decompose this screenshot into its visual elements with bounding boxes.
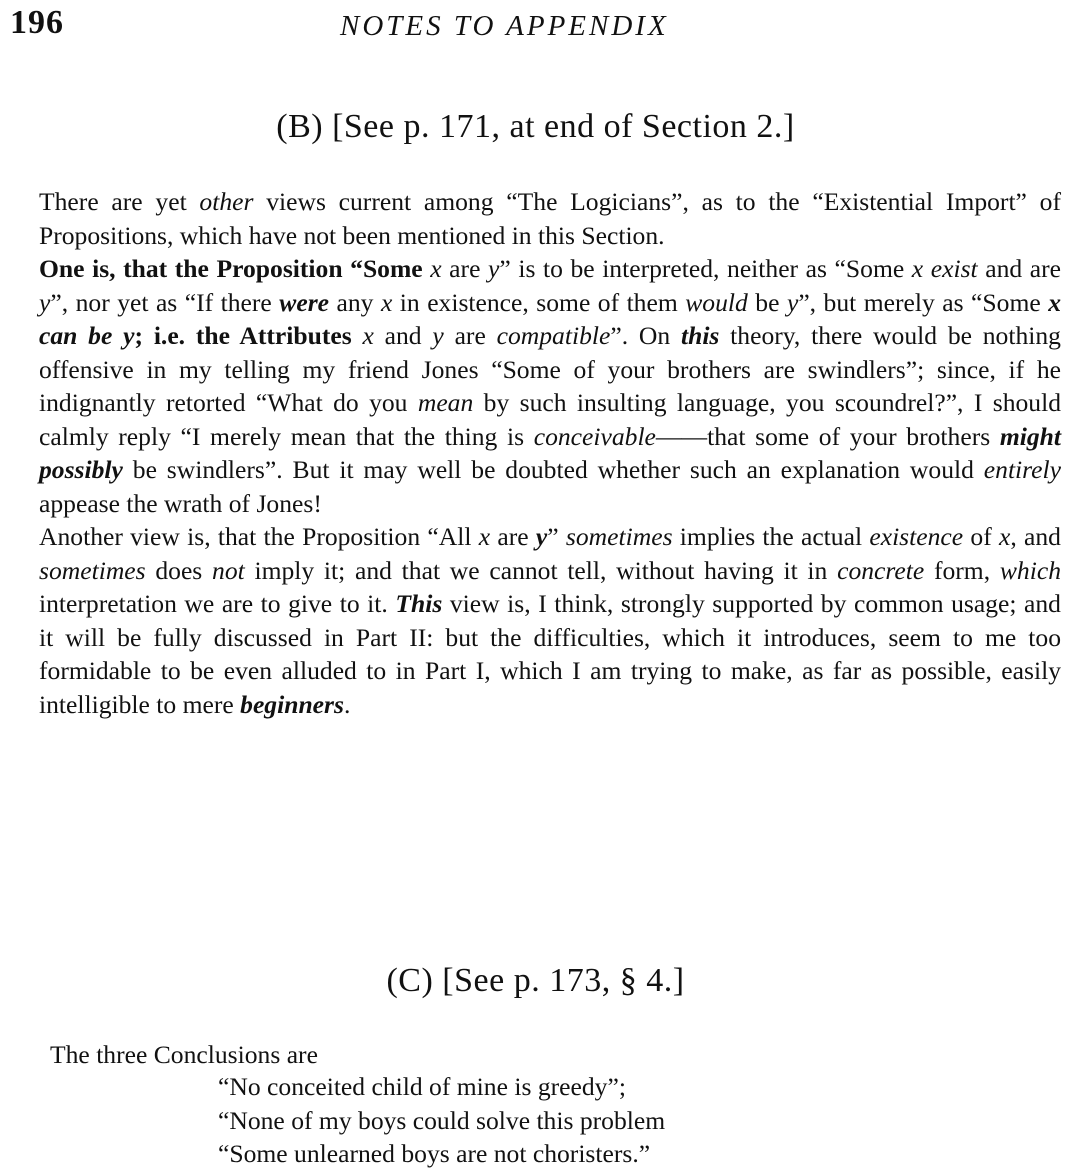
italic-run: existence (869, 522, 964, 551)
text-run: are (441, 254, 489, 283)
text-run: appease the wrath of Jones! (39, 488, 322, 518)
italic-run: this (680, 321, 720, 350)
paragraph-2 (39, 252, 1061, 520)
italic-run: entirely (983, 455, 1061, 484)
text-run: ” (547, 522, 566, 551)
italic-run: which (999, 555, 1061, 585)
text-run: There are yet (39, 187, 200, 216)
italic-run: x (478, 522, 491, 551)
text-run: Another view is, that the Proposition “All (39, 522, 479, 551)
text-run: ”. On (610, 321, 681, 350)
italic-run: mean (417, 388, 474, 417)
italic-run: were (279, 287, 330, 317)
conclusion-item: “None of my boys could solve this problem (218, 1106, 666, 1135)
italic-run: x exist (911, 254, 978, 283)
italic-run: not (212, 555, 245, 585)
text-run: ” is to be interpreted, neither as “Some (499, 254, 912, 283)
italic-run: would (685, 287, 748, 317)
text-run: and (373, 321, 433, 350)
italic-run: x (430, 254, 442, 283)
text-run: implies the actual (672, 522, 870, 551)
italic-run: compatible (496, 321, 611, 350)
text-run: by such insulting language, you scoundrel?”, I should calmly reply “I merely mean that the thing is (39, 388, 1061, 451)
italic-run: y (535, 522, 548, 551)
text-run: , and (1010, 522, 1061, 551)
text-run: in existence, some of them (392, 287, 686, 317)
text-run: form, (924, 555, 1000, 585)
conclusion-item: “Some unlearned boys are not choristers.” (218, 1139, 651, 1168)
section-b-body (39, 185, 1061, 721)
section-c-heading: (C) [See p. 173, § 4.] (386, 962, 685, 999)
italic-run: y (432, 321, 444, 350)
italic-run: This (395, 589, 443, 618)
text-run: are (443, 321, 497, 350)
text-run: imply it; and that we cannot tell, without having it in (244, 555, 838, 585)
text-run: ——that some of your brothers (655, 421, 1000, 451)
text-run: ; i.e. the Attributes (134, 321, 363, 350)
italic-run: other (199, 187, 254, 216)
text-run: and are (977, 254, 1061, 283)
text-run: interpretation we are to give to it. (39, 589, 396, 618)
text-run: theory, there would be nothing offensive in my telling my friend Jones “Some of your brothers are swindlers”; since, if he indignantly retorted “What do you (39, 321, 1061, 417)
italic-run: x (362, 321, 374, 350)
text-run: ”, but merely as “Some (798, 287, 1049, 317)
conclusion-item: “No conceited child of mine is greedy”; (218, 1072, 626, 1101)
text-run: be swindlers”. But it may well be doubted whether such an explanation would (122, 455, 984, 484)
italic-run: y (488, 254, 500, 283)
page-number: 196 (10, 4, 64, 41)
italic-run: sometimes (565, 522, 673, 551)
italic-run: y (786, 287, 799, 317)
text-run: does (145, 555, 213, 585)
italic-run: sometimes (39, 555, 146, 585)
italic-run: x (380, 287, 393, 317)
paragraph-3 (39, 520, 1061, 721)
italic-run: x can be y (39, 287, 1061, 350)
text-run: are (490, 522, 536, 551)
text-run: be (747, 287, 787, 317)
italic-run: conceivable (533, 421, 656, 451)
section-b-heading: (B) [See p. 171, at end of Section 2.] (276, 108, 795, 145)
conclusions-intro: The three Conclusions are (50, 1040, 318, 1069)
italic-run: x (998, 522, 1011, 551)
running-head: NOTES TO APPENDIX (340, 10, 669, 42)
text-run: ”, nor yet as “If there (50, 287, 280, 317)
italic-run: y (39, 287, 51, 317)
text-run: of (963, 522, 999, 551)
italic-run: beginners (240, 689, 344, 719)
text-run: any (329, 287, 381, 317)
text-run: One is, that the Proposition “Some (39, 254, 431, 283)
text-run: . (343, 689, 351, 719)
italic-run: concrete (837, 555, 925, 585)
italic-run: might possibly (39, 421, 1061, 484)
paragraph-1 (39, 185, 1061, 252)
text-run: view is, I think, strongly supported by common usage; and it will be fully discussed in Part II: but the difficulties, which it introduces, seem to me too formidable to be even alluded to in Part I, which I am trying to make, as far as possible, easily intelligible to mere (39, 589, 1061, 719)
text-run: views current among “The Logicians”, as to the “Existential Import” of Propositions, which have not been mentioned in this Section. (39, 187, 1061, 250)
